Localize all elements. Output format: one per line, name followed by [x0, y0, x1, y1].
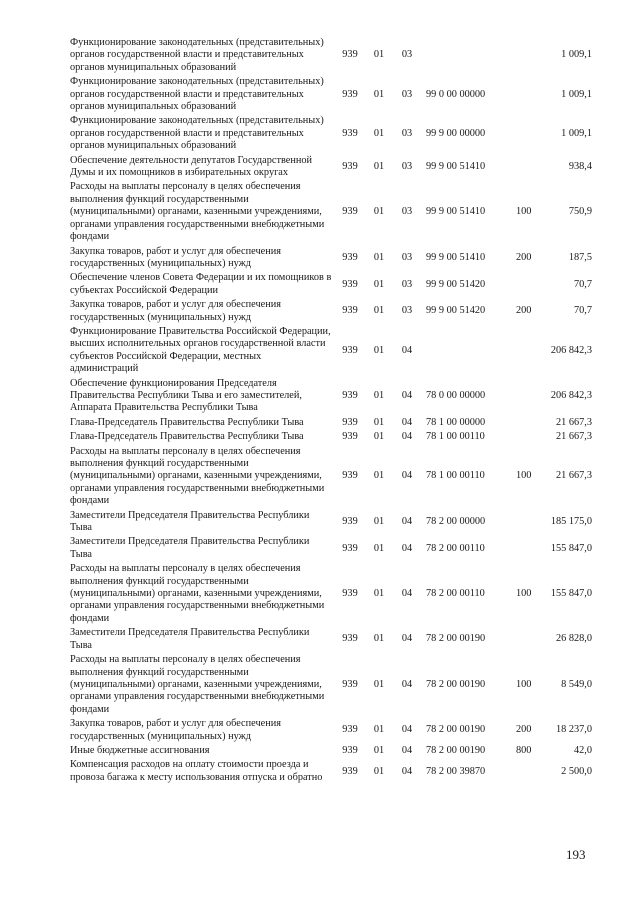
row-gov-code: 939 — [342, 678, 358, 690]
row-section: 01 — [373, 278, 385, 290]
row-subsection: 03 — [401, 305, 413, 317]
row-subsection: 04 — [401, 633, 413, 645]
row-gov-code: 939 — [342, 278, 358, 290]
row-amount: 1 009,1 — [561, 49, 592, 61]
row-target-code: 78 2 00 00110 — [426, 588, 485, 600]
row-expense-type: 200 — [516, 724, 532, 736]
row-section: 01 — [373, 389, 385, 401]
row-section: 01 — [373, 633, 385, 645]
table-row — [70, 509, 592, 536]
row-expense-type — [516, 325, 540, 377]
row-amount: 155 847,0 — [550, 542, 592, 554]
row-gov-code: 939 — [342, 416, 358, 428]
row-amount: 70,7 — [573, 305, 592, 317]
row-subsection: 03 — [401, 278, 413, 290]
row-target-code: 99 9 00 51410 — [426, 251, 486, 263]
row-gov-code: 939 — [342, 724, 358, 736]
row-target-code: 99 9 00 00000 — [426, 127, 486, 139]
row-amount: 21 667,3 — [555, 470, 592, 482]
row-section: 01 — [373, 206, 385, 218]
table-row — [70, 717, 592, 744]
row-gov-code: 939 — [342, 88, 358, 100]
row-target-code: 99 9 00 51420 — [426, 278, 486, 290]
table-row — [70, 154, 592, 181]
table-row — [70, 626, 592, 653]
row-subsection: 04 — [401, 542, 413, 554]
row-target-code: 99 0 00 00000 — [426, 88, 486, 100]
table-row — [70, 758, 592, 785]
row-name: Функционирование законодательных (представительных) органов государственной власти и представительных органов муниципальных образований — [70, 76, 324, 113]
row-section: 01 — [373, 160, 385, 172]
row-target-code: 99 9 00 51410 — [426, 206, 486, 218]
table-row — [70, 445, 592, 509]
row-name: Заместители Председателя Правительства Республики Тыва — [70, 536, 310, 560]
row-name: Обеспечение членов Совета Федерации и их помощников в субъектах Российской Федерации — [70, 272, 332, 296]
row-section: 01 — [373, 744, 385, 756]
row-section: 01 — [373, 344, 385, 356]
table-row — [70, 180, 592, 244]
row-amount: 2 500,0 — [561, 765, 592, 777]
table-row — [70, 430, 592, 444]
row-amount: 185 175,0 — [550, 515, 592, 527]
table-row — [70, 298, 592, 325]
row-section: 01 — [373, 127, 385, 139]
row-name: Иные бюджетные ассигнования — [70, 744, 210, 756]
row-gov-code: 939 — [342, 49, 358, 61]
row-target-code: 78 0 00 00000 — [426, 389, 486, 401]
row-name: Функционирование законодательных (представительных) органов государственной власти и представительных органов муниципальных образований — [70, 37, 324, 73]
row-name: Компенсация расходов на оплату стоимости проезда и провоза багажа к месту использования отпуска и обратно — [70, 759, 323, 783]
row-subsection: 03 — [401, 49, 413, 61]
row-gov-code: 939 — [342, 251, 358, 263]
row-section: 01 — [373, 678, 385, 690]
row-amount: 1 009,1 — [561, 127, 592, 139]
row-expense-type — [516, 271, 540, 298]
row-gov-code: 939 — [342, 633, 358, 645]
row-expense-type: 200 — [516, 251, 532, 263]
row-gov-code: 939 — [342, 515, 358, 527]
row-amount: 206 842,3 — [550, 389, 592, 401]
row-expense-type — [516, 154, 540, 181]
row-expense-type: 100 — [516, 588, 532, 600]
row-gov-code: 939 — [342, 206, 358, 218]
row-expense-type: 100 — [516, 678, 532, 690]
row-name: Обеспечение деятельности депутатов Государственной Думы и их помощников в избирательных округах — [70, 154, 313, 179]
row-amount: 21 667,3 — [555, 431, 592, 443]
row-name: Расходы на выплаты персоналу в целях обеспечения выполнения функций государственными (муниципальными) органами, казенными учреждениями, органами управления государственными внебюджетными фондами — [70, 563, 325, 624]
row-amount: 206 842,3 — [550, 344, 592, 356]
row-target-code: 78 2 00 00190 — [426, 633, 486, 645]
table-row — [70, 416, 592, 430]
table-row — [70, 653, 592, 717]
table-row — [70, 245, 592, 272]
row-gov-code: 939 — [342, 542, 358, 554]
row-name: Расходы на выплаты персоналу в целях обеспечения выполнения функций государственными (муниципальными) органами, казенными учреждениями, органами управления государственными внебюджетными фондами — [70, 181, 325, 243]
row-expense-type: 100 — [516, 470, 532, 482]
row-target-code: 78 1 00 00000 — [426, 416, 486, 428]
row-expense-type — [516, 430, 540, 444]
row-subsection: 04 — [401, 744, 413, 756]
row-gov-code: 939 — [342, 389, 358, 401]
row-target-code: 78 2 00 00190 — [426, 744, 486, 756]
row-subsection: 04 — [401, 588, 413, 600]
row-section: 01 — [373, 431, 385, 443]
row-section: 01 — [373, 88, 385, 100]
row-name: Заместители Председателя Правительства Республики Тыва — [70, 509, 310, 534]
row-amount: 26 828,0 — [555, 633, 592, 645]
row-section: 01 — [373, 765, 385, 777]
row-name: Глава-Председатель Правительства Республики Тыва — [70, 416, 304, 428]
row-target-code: 78 1 00 00110 — [426, 470, 485, 482]
row-subsection: 04 — [401, 470, 413, 482]
table-row — [70, 271, 592, 298]
table-row — [70, 377, 592, 416]
row-expense-type — [516, 758, 540, 785]
row-subsection: 03 — [401, 127, 413, 139]
row-target-code: 99 9 00 51410 — [426, 160, 486, 172]
row-name: Функционирование Правительства Российской Федерации, высших исполнительных органов государственной власти субъектов Российской Федерации, местных администраций — [70, 325, 331, 375]
row-subsection: 03 — [401, 160, 413, 172]
row-amount: 938,4 — [568, 160, 592, 172]
row-expense-type — [516, 377, 540, 416]
page-number: 193 — [566, 847, 586, 862]
row-subsection: 03 — [401, 88, 413, 100]
row-expense-type: 800 — [516, 744, 532, 756]
row-name: Расходы на выплаты персоналу в целях обеспечения выполнения функций государственными (муниципальными) органами, казенными учреждениями, органами управления государственными внебюджетными фондами — [70, 654, 325, 715]
row-gov-code: 939 — [342, 431, 358, 443]
row-expense-type — [516, 416, 540, 430]
row-section: 01 — [373, 588, 385, 600]
row-section: 01 — [373, 724, 385, 736]
row-target-code: 78 2 00 00000 — [426, 515, 486, 527]
row-amount: 8 549,0 — [561, 678, 592, 690]
row-subsection: 04 — [401, 431, 413, 443]
row-subsection: 04 — [401, 344, 413, 356]
row-amount: 1 009,1 — [561, 88, 592, 100]
row-target-code — [418, 36, 516, 75]
row-section: 01 — [373, 416, 385, 428]
row-section: 01 — [373, 515, 385, 527]
row-section: 01 — [373, 542, 385, 554]
row-subsection: 04 — [401, 389, 413, 401]
row-expense-type — [516, 36, 540, 75]
row-target-code: 78 2 00 00110 — [426, 542, 485, 554]
row-expense-type — [516, 114, 540, 153]
row-subsection: 04 — [401, 765, 413, 777]
row-expense-type — [516, 626, 540, 653]
row-name: Расходы на выплаты персоналу в целях обеспечения выполнения функций государственными (муниципальными) органами, казенными учреждениями, органами управления государственными внебюджетными фондами — [70, 445, 325, 507]
row-name: Закупка товаров, работ и услуг для обеспечения государственных (муниципальных) нужд — [70, 718, 281, 742]
table-row — [70, 325, 592, 377]
table-row — [70, 535, 592, 562]
row-gov-code: 939 — [342, 744, 358, 756]
row-amount: 187,5 — [568, 251, 592, 263]
row-target-code: 78 1 00 00110 — [426, 431, 485, 443]
row-target-code — [418, 325, 516, 377]
table-row — [70, 114, 592, 153]
table-row — [70, 75, 592, 114]
row-subsection: 04 — [401, 515, 413, 527]
row-amount: 70,7 — [573, 278, 592, 290]
row-subsection: 04 — [401, 724, 413, 736]
row-subsection: 03 — [401, 206, 413, 218]
row-name: Заместители Председателя Правительства Республики Тыва — [70, 627, 310, 651]
row-amount: 155 847,0 — [550, 588, 592, 600]
row-expense-type: 200 — [516, 305, 532, 317]
row-gov-code: 939 — [342, 470, 358, 482]
row-gov-code: 939 — [342, 127, 358, 139]
row-target-code: 78 2 00 00190 — [426, 724, 486, 736]
row-subsection: 04 — [401, 416, 413, 428]
row-target-code: 78 2 00 39870 — [426, 765, 486, 777]
table-row — [70, 744, 592, 758]
row-gov-code: 939 — [342, 588, 358, 600]
row-amount: 750,9 — [568, 206, 592, 218]
row-name: Закупка товаров, работ и услуг для обеспечения государственных (муниципальных) нужд — [70, 245, 281, 269]
row-gov-code: 939 — [342, 160, 358, 172]
row-gov-code: 939 — [342, 305, 358, 317]
budget-table — [70, 36, 592, 785]
row-gov-code: 939 — [342, 765, 358, 777]
row-expense-type — [516, 509, 540, 536]
row-expense-type: 100 — [516, 206, 532, 218]
row-expense-type — [516, 535, 540, 562]
row-target-code: 99 9 00 51420 — [426, 305, 486, 317]
row-name: Закупка товаров, работ и услуг для обеспечения государственных (муниципальных) нужд — [70, 299, 281, 323]
row-expense-type — [516, 75, 540, 114]
row-section: 01 — [373, 251, 385, 263]
row-amount: 21 667,3 — [555, 416, 592, 428]
row-section: 01 — [373, 305, 385, 317]
row-section: 01 — [373, 49, 385, 61]
row-subsection: 04 — [401, 678, 413, 690]
row-amount: 42,0 — [573, 744, 592, 756]
row-subsection: 03 — [401, 251, 413, 263]
table-row — [70, 36, 592, 75]
table-row — [70, 562, 592, 626]
row-gov-code: 939 — [342, 344, 358, 356]
row-name: Функционирование законодательных (представительных) органов государственной власти и представительных органов муниципальных образований — [70, 115, 324, 152]
row-section: 01 — [373, 470, 385, 482]
row-amount: 18 237,0 — [555, 724, 592, 736]
row-name: Глава-Председатель Правительства Республики Тыва — [70, 431, 304, 443]
row-name: Обеспечение функционирования Председателя Правительства Республики Тыва и его заместителей, Аппарата Правительства Республики Тыва — [70, 377, 302, 414]
row-target-code: 78 2 00 00190 — [426, 678, 486, 690]
